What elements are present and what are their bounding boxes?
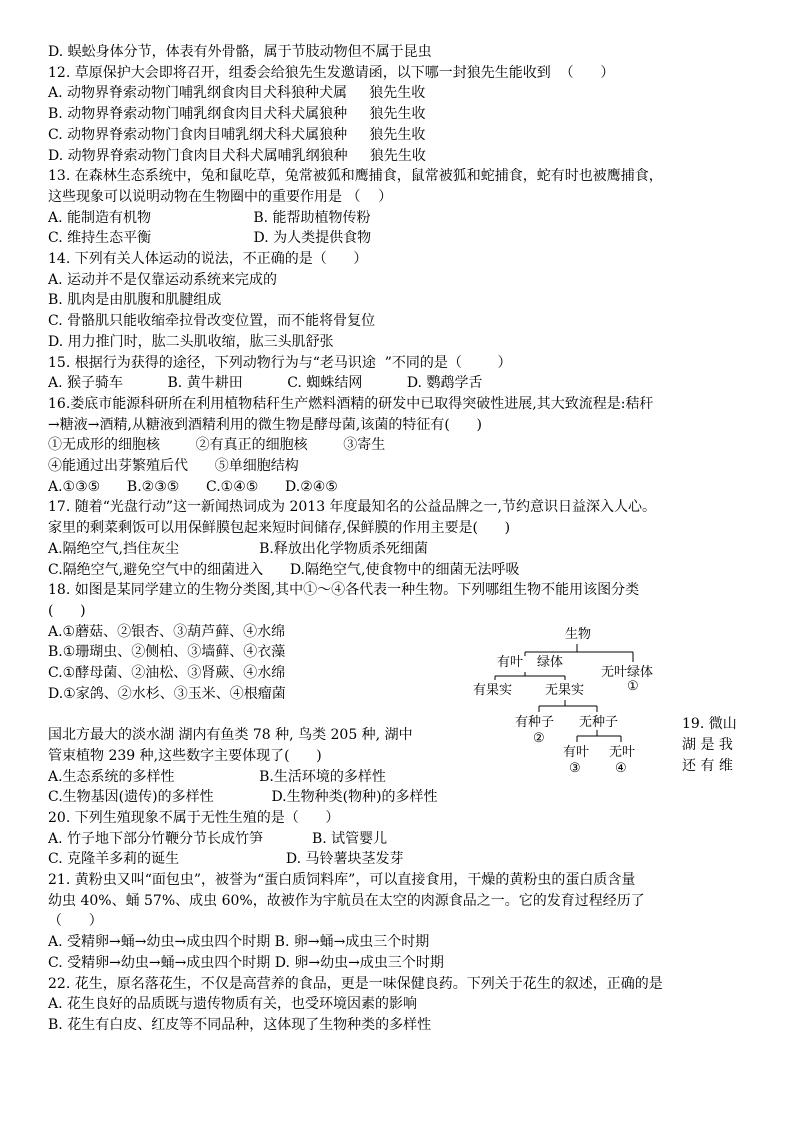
text-line: C. 维持生态平衡 D. 为人类提供食物	[48, 230, 372, 247]
diagram-you-zhong-zi: 有种子	[515, 715, 555, 730]
text-line: B. 肌肉是由肌腹和肌腱组成	[48, 292, 222, 309]
text-line: C. 动物界脊索动物门食肉目哺乳纲犬科犬属狼种 狼先生收	[48, 126, 426, 143]
text-line: 这些现象可以说明动物在生物圈中的重要作用是 （ ）	[48, 188, 393, 205]
diagram-num-3: ③	[569, 761, 581, 776]
diagram-wu-guo-shi: 无果实	[545, 683, 585, 698]
text-line: 12. 草原保护大会即将召开，组委会给狼先生发邀请函，以下哪一封狼先生能收到 （ ）	[48, 64, 615, 81]
text-line: C.生物基因(遗传)的多样性 D.生物种类(物种)的多样性	[48, 789, 438, 806]
text-line: 20. 下列生殖现象不属于无性生殖的是（ ）	[48, 809, 340, 826]
text-line: A. 能制造有机物 B. 能帮助植物传粉	[48, 209, 371, 226]
text-line: ④能通过出芽繁殖后代 ⑤单细胞结构	[48, 458, 299, 474]
text-line: B. 动物界脊索动物门哺乳纲食肉目犬科犬属狼种 狼先生收	[48, 106, 426, 123]
diagram-lv-ti: 绿体	[537, 655, 564, 670]
diagram-num-2: ②	[533, 731, 545, 746]
text-line: 15. 根据行为获得的途径，下列动物行为与“老马识途 ”不同的是（ ）	[48, 354, 512, 371]
text-line: C. 受精卵→幼虫→蛹→成虫四个时期 D. 卵→幼虫→成虫三个时期	[48, 954, 444, 971]
diagram-wu-ye-lv-ti: 无叶绿体	[601, 665, 654, 680]
text-line: 22. 花生，原名落花生，不仅是高营养的食品，更是一味保健良药。下列关于花生的叙述，正确的是	[48, 975, 663, 992]
text-line: →糖液→酒精,从糖液到酒精利用的微生物是酵母菌,该菌的特征有( )	[48, 416, 482, 433]
text-line: A. 受精卵→蛹→幼虫→成虫四个时期 B. 卵→蛹→成虫三个时期	[48, 934, 430, 951]
text-line: 家里的剩菜剩饭可以用保鲜膜包起来短时间储存,保鲜膜的作用主要是( )	[48, 520, 511, 537]
diagram-you-ye-2: 有叶	[563, 745, 590, 760]
text-line: A. 猴子骑车 B. 黄牛耕田 C. 蜘蛛结网 D. 鹦鹉学舌	[48, 375, 483, 392]
text-line: C. 骨骼肌只能收缩牵拉骨改变位置，而不能将骨复位	[48, 313, 376, 330]
text-line: A.①③⑤ B.②③⑤ C.①④⑤ D.②④⑤	[48, 478, 338, 495]
text-line: C.①酵母菌、②油松、③肾蕨、④水绵	[48, 665, 286, 681]
text-line: A. 动物界脊索动物门哺乳纲食肉目犬科狼种犬属 狼先生收	[48, 85, 426, 102]
diagram-root: 生物	[565, 627, 592, 642]
text-line: D.①家鸽、②水杉、③玉米、④根瘤菌	[48, 685, 286, 702]
text-line: （ ）	[48, 913, 103, 930]
text-line: ( )	[48, 602, 86, 619]
text-line: 18. 如图是某同学建立的生物分类图,其中①～④各代表一种生物。下列哪组生物不能用该图分类	[48, 582, 640, 599]
text-line: 管束植物 239 种,这些数字主要体现了( )	[48, 747, 322, 764]
text-line: A. 花生良好的品质既与遗传物质有关，也受环境因素的影响	[48, 996, 418, 1013]
text-line: 17. 随着“光盘行动”这一新闻热词成为 2013 年度最知名的公益品牌之一,节约意识日益深入人心。	[48, 499, 657, 516]
text-line: 幼虫 40%、蛹 57%、成虫 60%，故被作为宇航员在太空的肉源食品之一。它的发育过程经历了	[48, 892, 645, 909]
text-line: A.①蘑菇、②银杏、③葫芦藓、④水绵	[48, 623, 286, 640]
text-line: C.隔绝空气,避免空气中的细菌进入 D.隔绝空气,使食物中的细菌无法呼吸	[48, 561, 520, 578]
q19-fragment-1: 19. 微山	[682, 716, 737, 732]
diagram-you-guo-shi: 有果实	[473, 683, 513, 698]
text-line: 14. 下列有关人体运动的说法，不正确的是（ ）	[48, 251, 368, 267]
text-line: ①无成形的细胞核 ②有真正的细胞核 ③寄生	[48, 437, 386, 454]
text-line: D. 动物界脊索动物门食肉目犬科犬属哺乳纲狼种 狼先生收	[48, 147, 426, 164]
text-line: A.生态系统的多样性 B.生活环境的多样性	[48, 768, 386, 785]
diagram-wu-zhong-zi: 无种子	[579, 715, 619, 730]
text-line: 21. 黄粉虫又叫“面包虫”，被誉为“蛋白质饲料库”，可以直接食用，干燥的黄粉虫的蛋白质含量	[48, 872, 636, 888]
q19-fragment-2: 湖 是 我	[682, 737, 733, 753]
diagram-wu-ye-2: 无叶	[609, 745, 636, 760]
diagram-num-4: ④	[615, 761, 627, 776]
text-line: D. 蜈蚣身体分节，体表有外骨骼，属于节肢动物但不属于昆虫	[48, 44, 432, 60]
text-line: 13. 在森林生态系统中，兔和鼠吃草，兔常被狐和鹰捕食，鼠常被狐和蛇捕食，蛇有时也被鹰捕食，	[48, 168, 663, 185]
text-line: 国北方最大的淡水湖 湖内有鱼类 78 种, 鸟类 205 种, 湖中	[48, 727, 413, 744]
text-line: 16.娄底市能源科研所在利用植物秸秆生产燃料酒精的研发中已取得突破性进展,其大致流程是:秸秆	[48, 395, 654, 412]
text-line: A.隔绝空气,挡住灰尘 B.释放出化学物质杀死细菌	[48, 540, 428, 557]
text-line: C. 克隆羊多莉的诞生 D. 马铃薯块茎发芽	[48, 851, 404, 868]
q19-fragment-3: 还 有 维	[682, 758, 733, 774]
diagram-num-1: ①	[627, 679, 639, 694]
text-line: A. 竹子地下部分竹鞭分节长成竹笋 B. 试管婴儿	[48, 830, 388, 847]
text-line: B.①珊瑚虫、②侧柏、③墙藓、④衣藻	[48, 644, 286, 661]
text-line: A. 运动并不是仅靠运动系统来完成的	[48, 271, 278, 288]
text-line: D. 用力推门时，肱二头肌收缩，肱三头肌舒张	[48, 333, 334, 350]
text-line: B. 花生有白皮、红皮等不同品种，这体现了生物种类的多样性	[48, 1016, 432, 1033]
diagram-you-ye: 有叶	[497, 655, 524, 670]
